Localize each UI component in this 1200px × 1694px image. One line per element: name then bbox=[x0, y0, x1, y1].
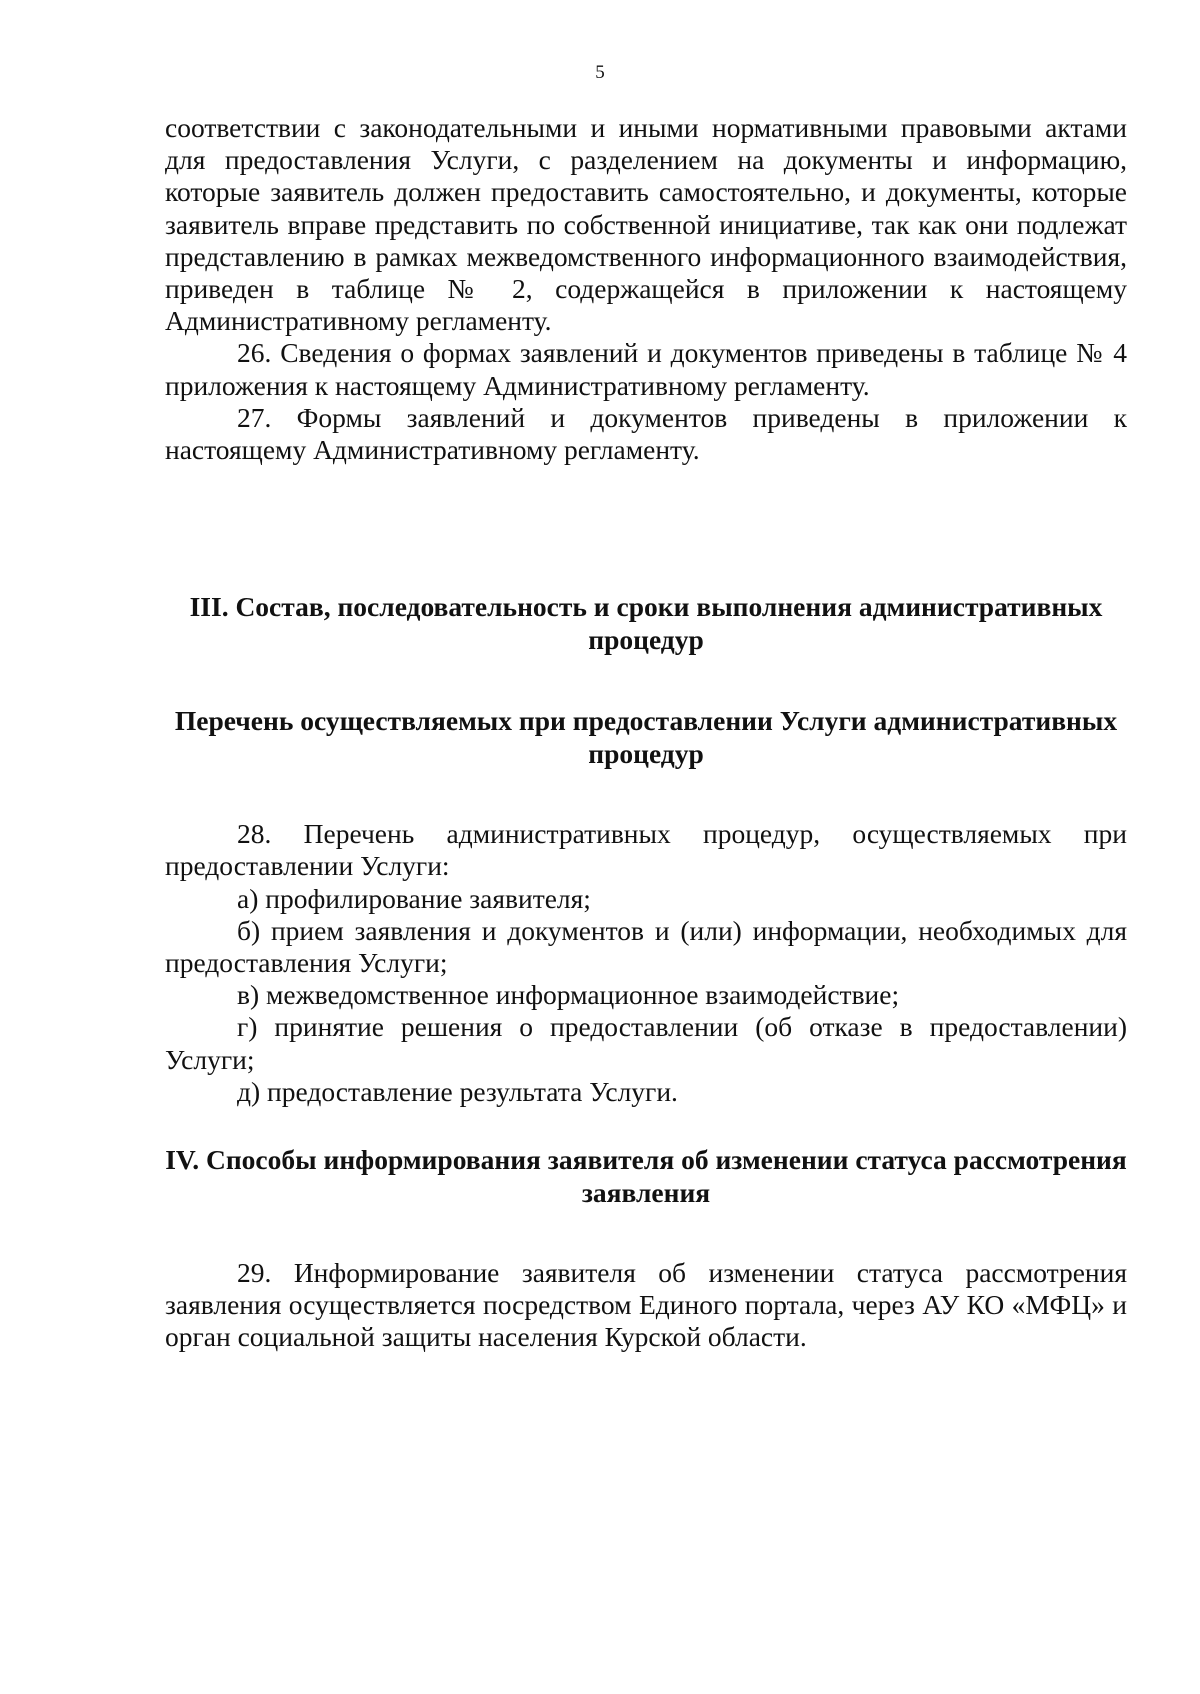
list-item-d: д) предоставление результата Услуги. bbox=[237, 1075, 678, 1107]
document-body bbox=[165, 112, 1127, 1354]
list-item-a: а) профилирование заявителя; bbox=[237, 882, 591, 914]
list-item-b: б) прием заявления и документов и (или) информации, необходимых для предоставления Услуги; bbox=[165, 914, 1127, 979]
section-4-heading: IV. Способы информирования заявителя об изменении статуса рассмотрения заявления bbox=[165, 1144, 1127, 1209]
paragraph-continuation: соответствии с законодательными и иными нормативными правовыми актами для предоставления Услуги, с разделением на документы и информацию, которые заявитель должен предоставить самостоятельно, и документы, которые заявитель вправе представить по собственной инициативе, так как они подлежат представлению в рамках межведомственного информационного взаимодействия, приведен в таблице № 2, содержащейся в приложении к настоящему Административному регламенту. bbox=[165, 112, 1127, 337]
paragraph-29: 29. Информирование заявителя об изменении статуса рассмотрения заявления осуществляется посредством Единого портала, через АУ КО «МФЦ» и орган социальной защиты населения Курской области. bbox=[165, 1257, 1127, 1353]
page-number: 5 bbox=[595, 62, 605, 83]
subsection-heading: Перечень осуществляемых при предоставлении Услуги административных процедур bbox=[174, 705, 1118, 770]
paragraph-26: 26. Сведения о формах заявлений и документов приведены в таблице № 4 приложения к настоящему Административному регламенту. bbox=[165, 337, 1127, 401]
list-item-v: в) межведомственное информационное взаимодействие; bbox=[237, 979, 900, 1011]
paragraph-28: 28. Перечень административных процедур, осуществляемых при предоставлении Услуги: bbox=[165, 818, 1127, 882]
list-item-g: г) принятие решения о предоставлении (об отказе в предоставлении) Услуги; bbox=[165, 1011, 1127, 1075]
section-3-heading: III. Состав, последовательность и сроки выполнения административных процедур bbox=[189, 591, 1103, 656]
paragraph-27: 27. Формы заявлений и документов приведены в приложении к настоящему Административному регламенту. bbox=[165, 401, 1127, 466]
